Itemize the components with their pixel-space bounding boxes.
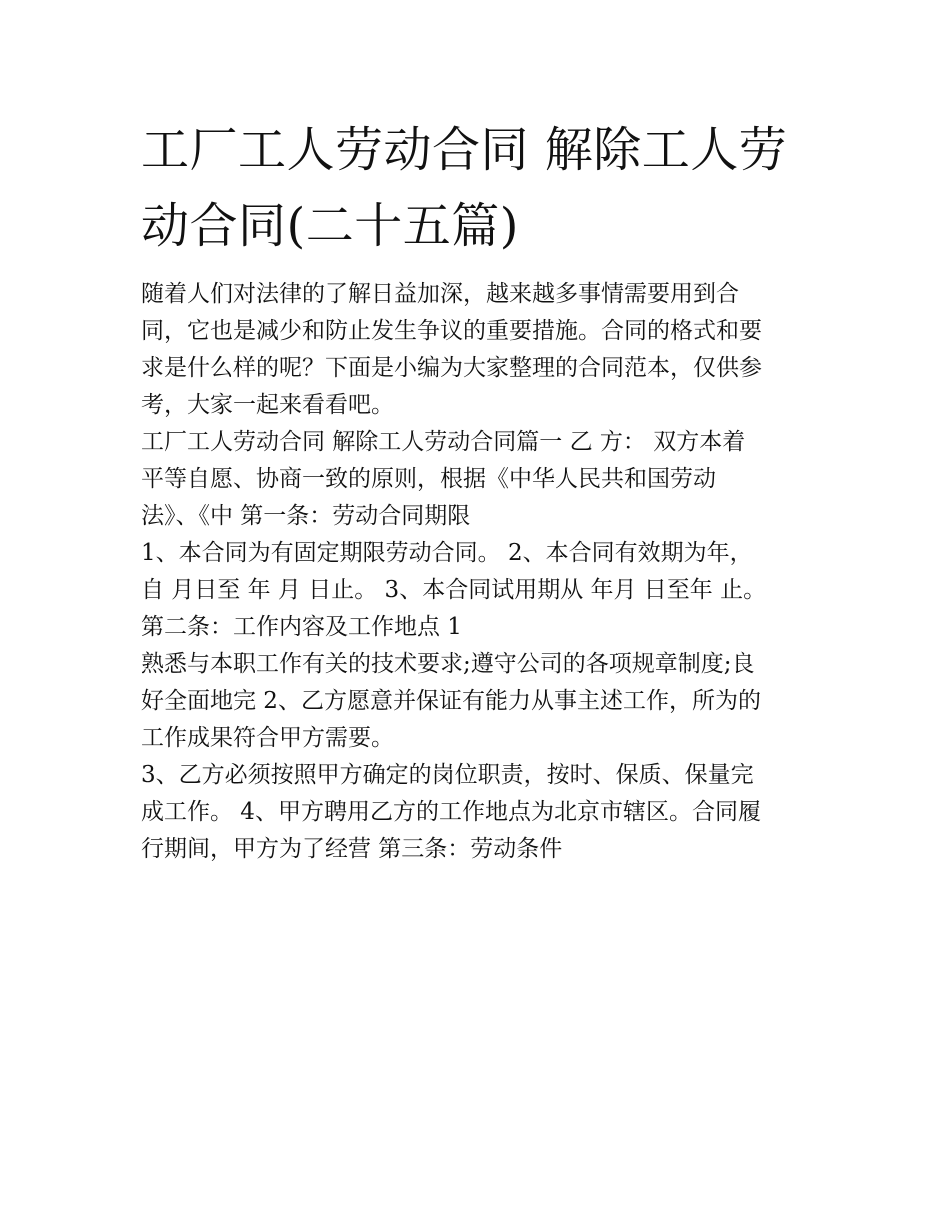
- text-line: 工作成果符合甲方需要。: [141, 725, 394, 751]
- title-line: 工厂工人劳动合同 解除工人劳: [141, 122, 788, 178]
- text-line: 好全面地完 2、乙方愿意并保证有能力从事主述工作，所为的: [141, 688, 761, 714]
- text-line: 成工作。 4、甲方聘用乙方的工作地点为北京市辖区。合同履: [141, 799, 761, 825]
- text-line: 3、乙方必须按照甲方确定的岗位职责，按时、保质、保量完: [141, 762, 754, 788]
- text-line: 同，它也是减少和防止发生争议的重要措施。合同的格式和要: [141, 318, 762, 344]
- text-line: 工厂工人劳动合同 解除工人劳动合同篇一 乙 方： 双方本着: [141, 429, 746, 455]
- text-line: 求是什么样的呢？下面是小编为大家整理的合同范本，仅供参: [141, 355, 762, 381]
- contract-intro-paragraph: [141, 424, 821, 535]
- article-one-paragraph: [141, 535, 821, 609]
- document-body: [141, 112, 821, 868]
- text-line: 法》、《中 第一条：劳动合同期限: [141, 503, 471, 529]
- article-two-paragraph: [141, 646, 821, 757]
- article-two-heading: [141, 609, 821, 646]
- text-line: 考，大家一起来看看吧。: [141, 392, 394, 418]
- document-title: [141, 112, 821, 264]
- article-two-continued-paragraph: [141, 757, 821, 868]
- title-line: 动合同(二十五篇): [141, 198, 519, 254]
- text-line: 随着人们对法律的了解日益加深，越来越多事情需要用到合: [141, 281, 739, 307]
- text-line: 熟悉与本职工作有关的技术要求;遵守公司的各项规章制度;良: [141, 651, 755, 677]
- text-line: 平等自愿、协商一致的原则，根据《中华人民共和国劳动: [141, 466, 716, 492]
- text-line: 自 月日至 年 月 日止。 3、本合同试用期从 年月 日至年 止。: [141, 577, 767, 603]
- text-line: 1、本合同为有固定期限劳动合同。 2、本合同有效期为年，: [141, 540, 753, 566]
- text-line: 第二条：工作内容及工作地点 1: [141, 614, 462, 640]
- intro-paragraph: [141, 276, 821, 424]
- text-line: 行期间，甲方为了经营 第三条：劳动条件: [141, 836, 563, 862]
